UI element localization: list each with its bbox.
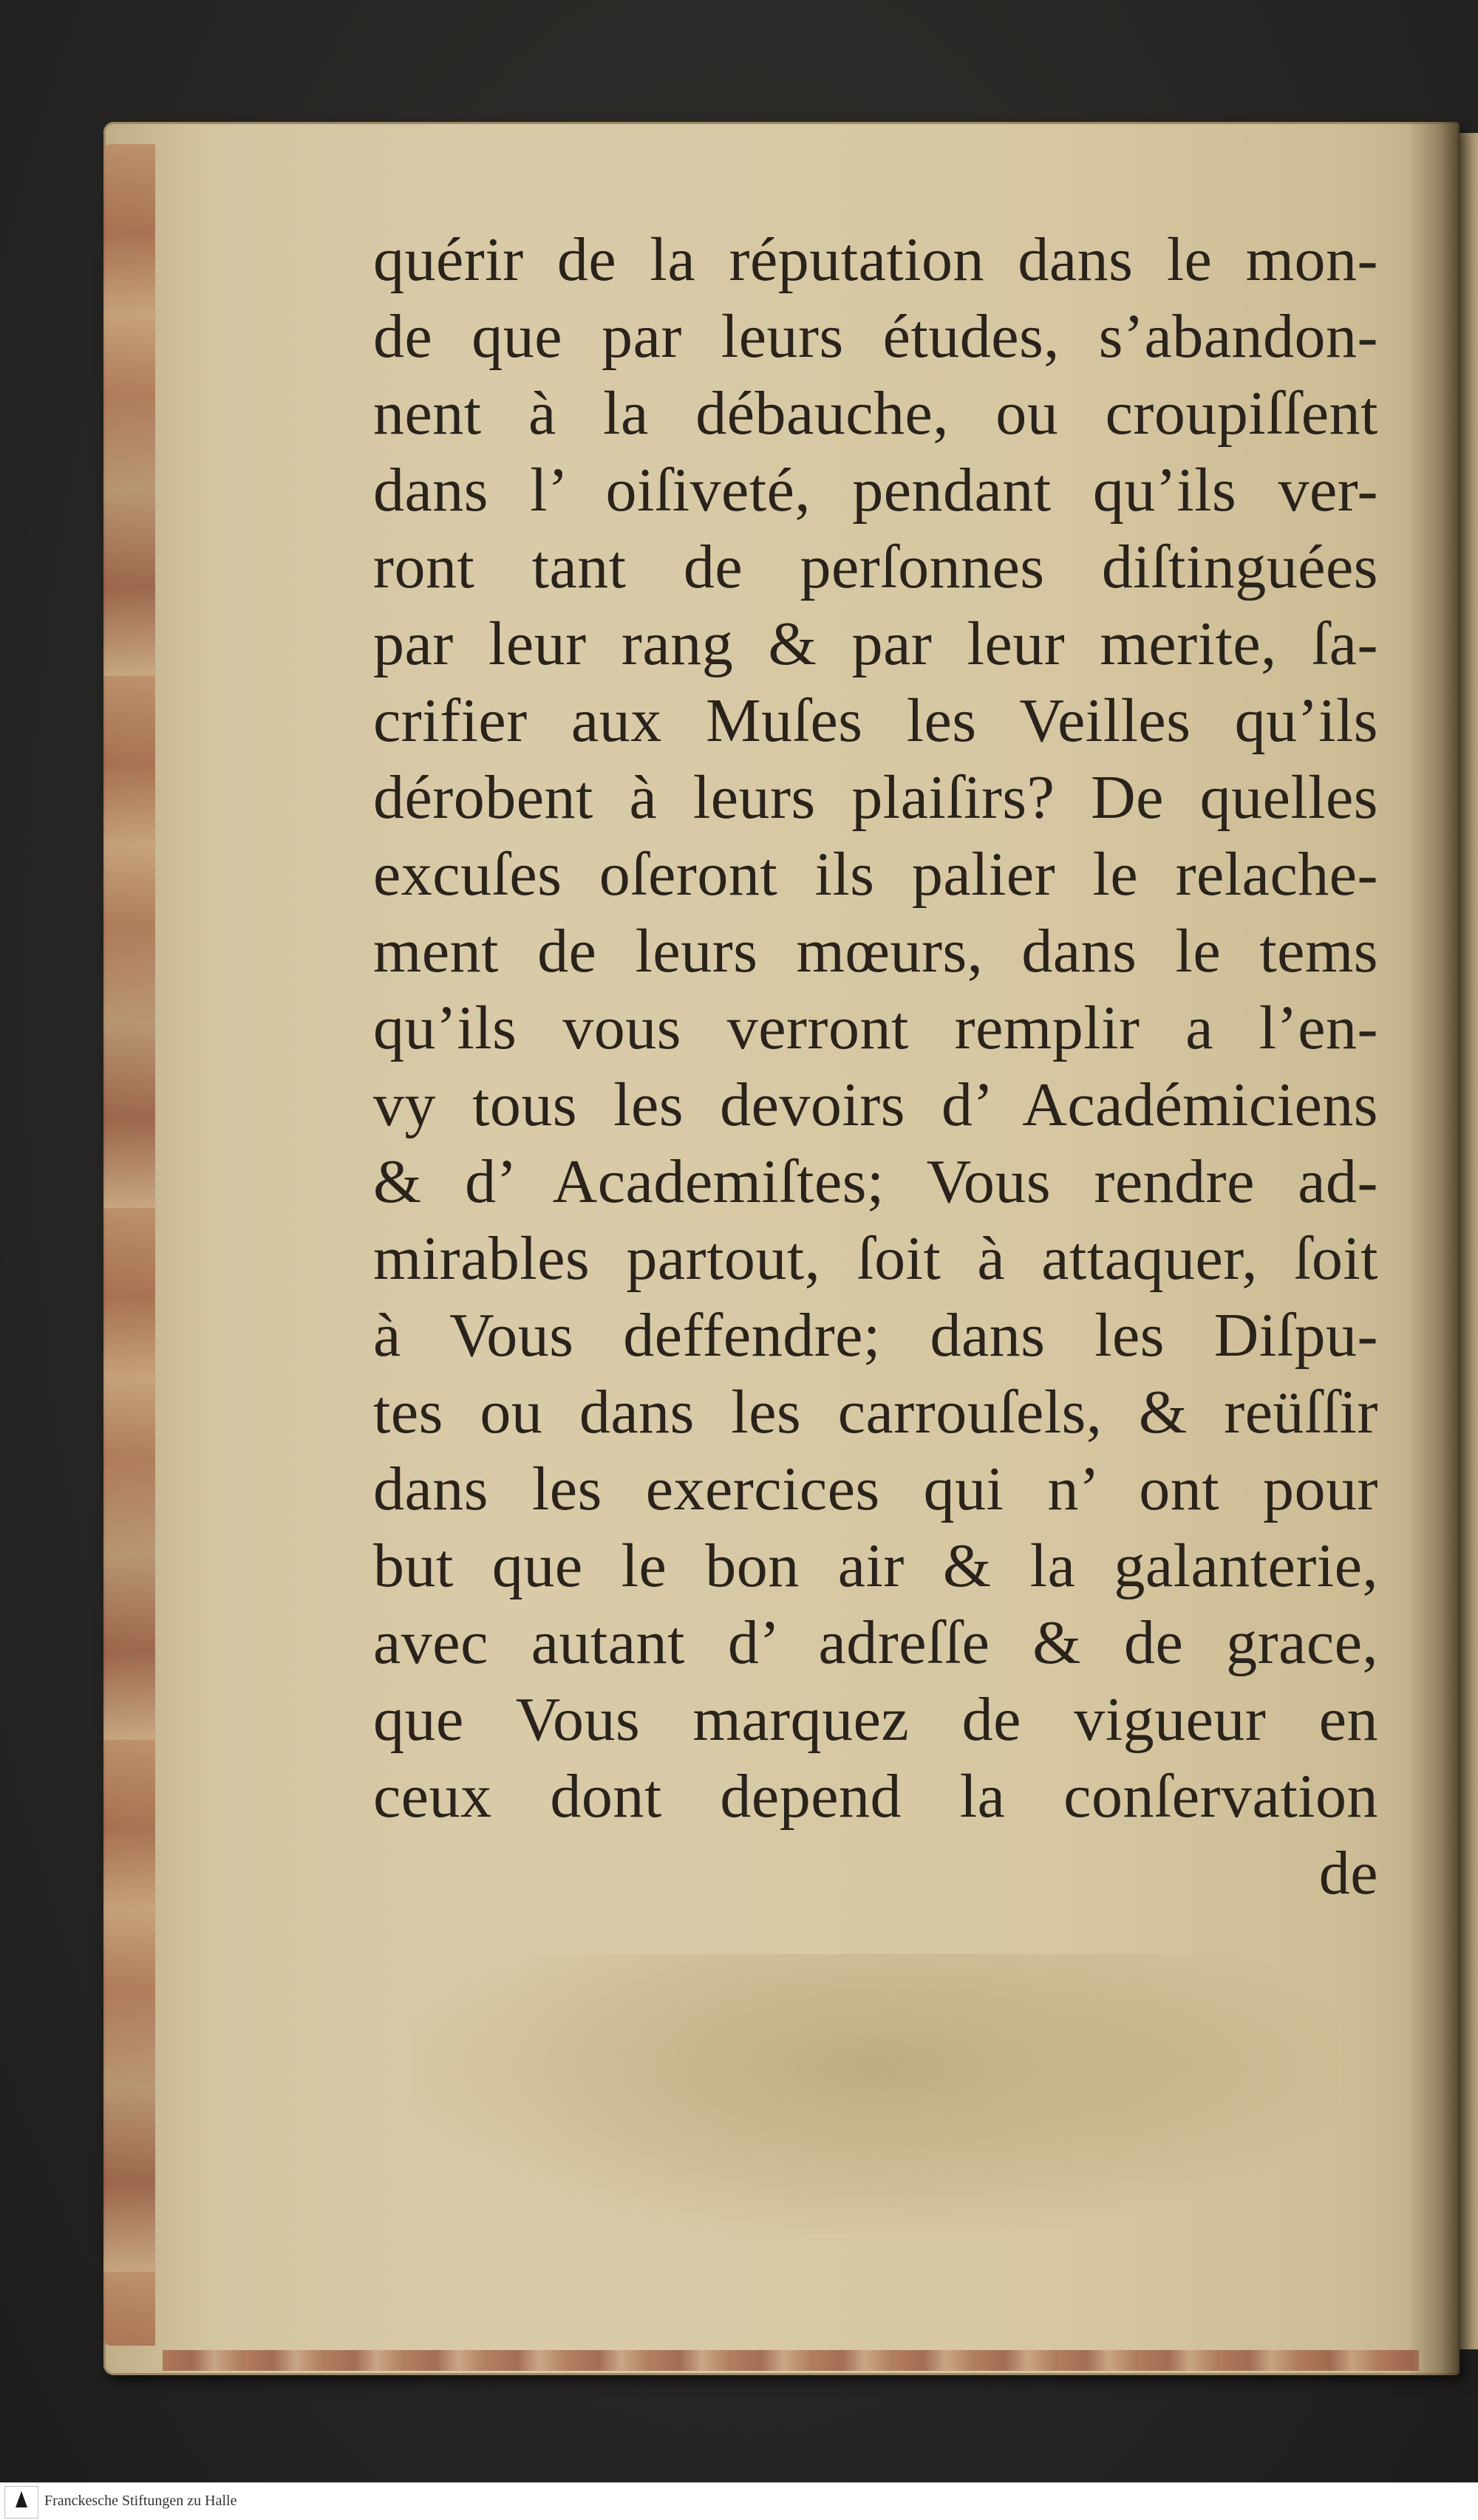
page-gutter-shadow: [1408, 122, 1460, 2375]
text-line: à Vous deffendre; dans les Diſpu-: [373, 1301, 1378, 1370]
text-line: que Vous marquez de vigueur en: [373, 1685, 1378, 1754]
text-line: dans l’ oiſiveté, pendant qu’ils ver-: [373, 456, 1378, 525]
text-line: nent à la débauche, ou croupiſſent: [373, 379, 1378, 448]
catchword: de: [1318, 1839, 1378, 1908]
text-line: vy tous les devoirs d’ Académiciens: [373, 1071, 1378, 1139]
footer-bar: [0, 2482, 1478, 2520]
marbled-page-edge: [103, 144, 155, 2346]
text-line: de que par leurs études, s’abandon-: [373, 302, 1378, 371]
text-line: qu’ils vous verront remplir a l’en-: [373, 994, 1378, 1062]
logo-mark: [16, 2491, 27, 2507]
text-line: ceux dont depend la conſervation: [373, 1762, 1378, 1831]
text-line: tes ou dans les carrouſels, & reüſſir: [373, 1378, 1378, 1447]
text-line: excuſes oſeront ils palier le relache-: [373, 840, 1378, 909]
text-line: ment de leurs mœurs, dans le tems: [373, 917, 1378, 986]
text-line: par leur rang & par leur merite, ſa-: [373, 609, 1378, 678]
text-line: but que le bon air & la galanterie,: [373, 1532, 1378, 1600]
show-through-stain: [414, 1954, 1338, 2235]
text-line: dérobent à leurs plaiſirs? De quelles: [373, 763, 1378, 832]
page-text: [373, 222, 1393, 1912]
text-line: mirables partout, ſoit à attaquer, ſoit: [373, 1224, 1378, 1293]
facing-page-edge: [1460, 133, 1478, 2349]
text-line: ront tant de perſonnes diſtinguées: [373, 533, 1378, 601]
text-line: quérir de la réputation dans le mon-: [373, 225, 1378, 294]
text-line: avec autant d’ adreſſe & de grace,: [373, 1608, 1378, 1677]
text-line: dans les exercices qui n’ ont pour: [373, 1455, 1378, 1523]
institution-name: Franckesche Stiftungen zu Halle: [44, 2493, 237, 2509]
text-line: & d’ Academiſtes; Vous rendre ad-: [373, 1147, 1378, 1216]
text-line: crifier aux Muſes les Veilles qu’ils: [373, 686, 1378, 755]
francke-foundations-logo-icon[interactable]: [4, 2486, 38, 2519]
marbled-bottom-edge: [163, 2350, 1419, 2371]
